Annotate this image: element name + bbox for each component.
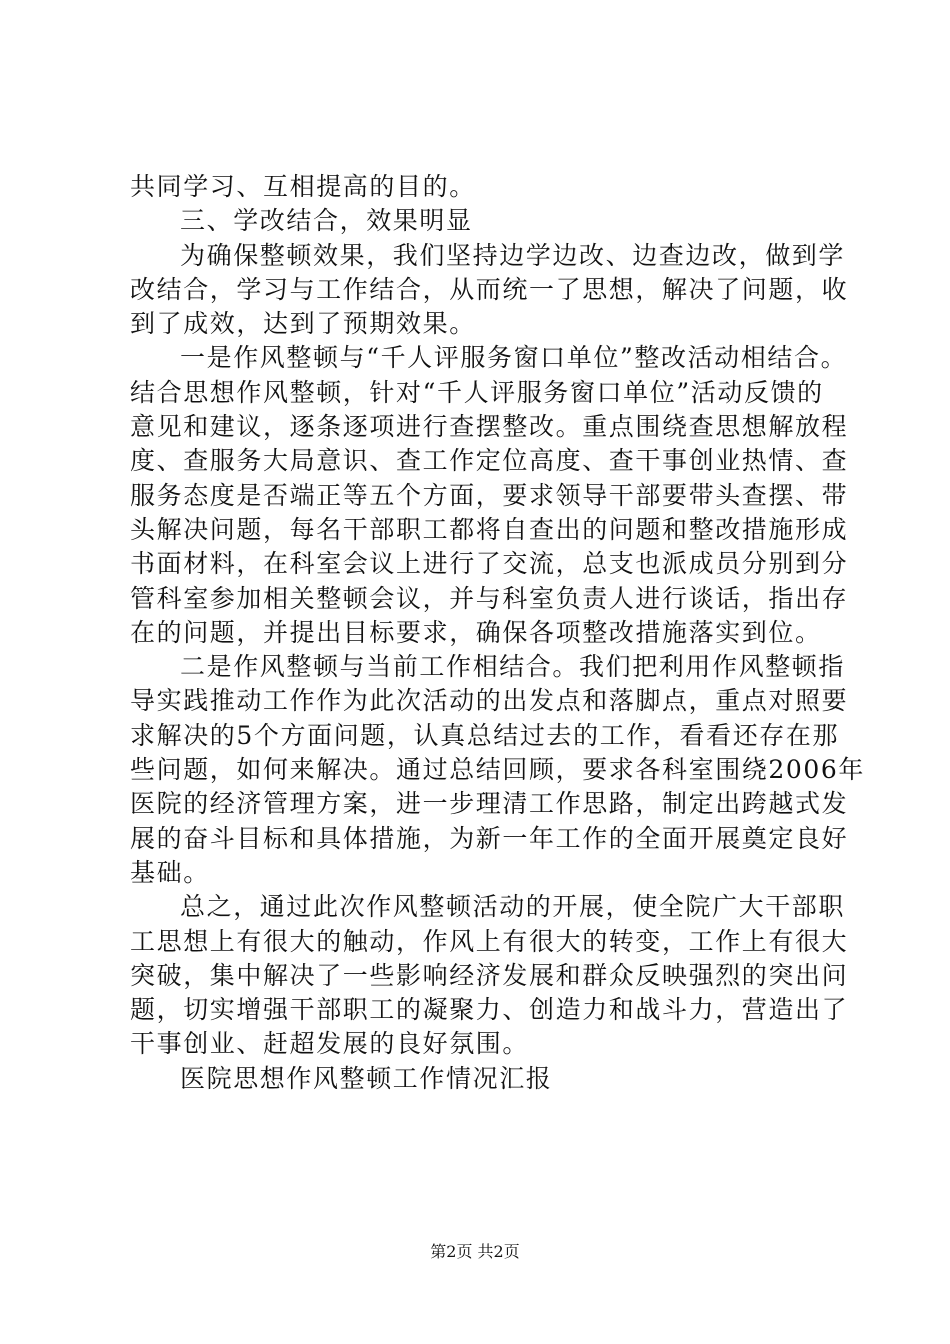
text-line: 管科室参加相关整顿会议，并与科室负责人进行谈话，指出存 bbox=[130, 583, 849, 613]
text-line: 工思想上有很大的触动，作风上有很大的转变，工作上有很大 bbox=[130, 926, 849, 956]
text-line: 突破，集中解决了一些影响经济发展和群众反映强烈的突出问 bbox=[130, 960, 849, 990]
text-line: 书面材料，在科室会议上进行了交流，总支也派成员分别到分 bbox=[130, 549, 849, 579]
text-line: 服务态度是否端正等五个方面，要求领导干部要带头查摆、带 bbox=[130, 480, 849, 510]
text-line: 结合思想作风整顿，针对“千人评服务窗口单位”活动反馈的 bbox=[130, 377, 824, 407]
text-line: 头解决问题，每名干部职工都将自查出的问题和整改措施形成 bbox=[130, 514, 849, 544]
text-line: 医院的经济管理方案，进一步理清工作思路，制定出跨越式发 bbox=[130, 789, 849, 819]
text-line: 度、查服务大局意识、查工作定位高度、查干事创业热情、查 bbox=[130, 446, 849, 476]
text-line: 到了成效，达到了预期效果。 bbox=[130, 309, 476, 339]
text-line: 展的奋斗目标和具体措施，为新一年工作的全面开展奠定良好 bbox=[130, 823, 849, 853]
text-line: 求解决的5个方面问题，认真总结过去的工作，看看还存在那 bbox=[130, 720, 840, 750]
text-line: 些问题，如何来解决。通过总结回顾，要求各科室围绕2006年 bbox=[130, 755, 866, 785]
text-line: 题，切实增强干部职工的凝聚力、创造力和战斗力，营造出了 bbox=[130, 995, 849, 1025]
text-line: 在的问题，并提出目标要求，确保各项整改措施落实到位。 bbox=[130, 617, 822, 647]
text-line: 导实践推动工作作为此次活动的出发点和落脚点，重点对照要 bbox=[130, 686, 849, 716]
page-footer: 第2页 共2页 bbox=[430, 1242, 520, 1261]
text-line: 意见和建议，逐条逐项进行查摆整改。重点围绕查思想解放程 bbox=[130, 412, 849, 442]
text-line: 为确保整顿效果，我们坚持边学边改、边查边改，做到学 bbox=[180, 240, 846, 270]
text-line: 改结合，学习与工作结合，从而统一了思想，解决了问题，收 bbox=[130, 274, 849, 304]
document-body bbox=[130, 170, 866, 1096]
text-line: 总之，通过此次作风整顿活动的开展，使全院广大干部职 bbox=[180, 892, 846, 922]
text-line: 基础。 bbox=[130, 857, 210, 887]
text-line: 共同学习、互相提高的目的。 bbox=[130, 172, 476, 201]
text-line: 干事创业、赶超发展的良好氛围。 bbox=[130, 1029, 530, 1059]
document-title-line: 医院思想作风整顿工作情况汇报 bbox=[180, 1063, 553, 1093]
text-line: 二是作风整顿与当前工作相结合。我们把利用作风整顿指 bbox=[180, 652, 846, 682]
text-line: 一是作风整顿与“千人评服务窗口单位”整改活动相结合。 bbox=[180, 343, 848, 373]
section-heading: 三、学改结合，效果明显 bbox=[180, 206, 473, 236]
